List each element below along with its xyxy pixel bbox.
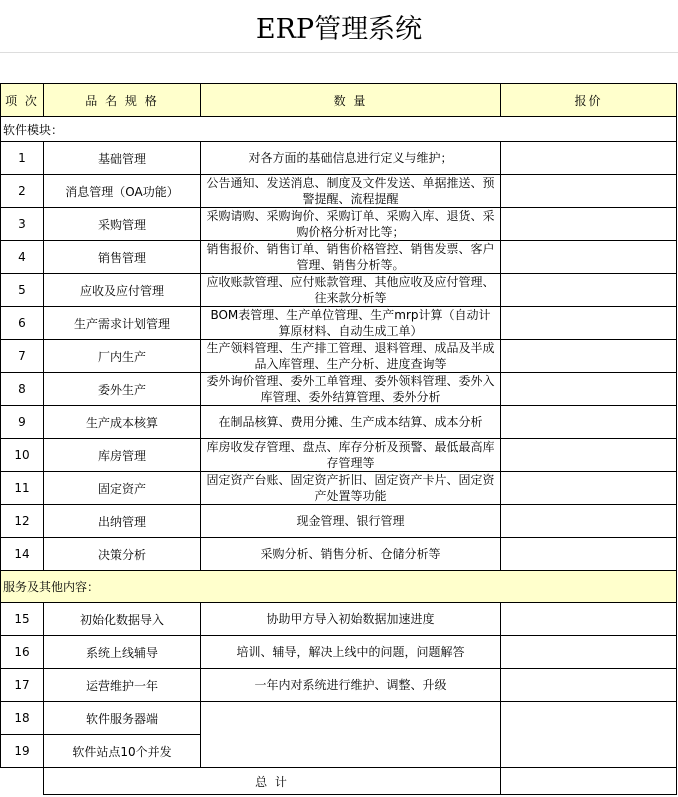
- row-description: 采购请购、采购询价、采购订单、采购入库、退货、采购价格分析对比等；: [201, 208, 501, 241]
- table-row: [1, 439, 677, 472]
- row-name: 基础管理: [44, 142, 201, 175]
- row-name: 采购管理: [44, 208, 201, 241]
- total-label: 总 计: [44, 768, 501, 795]
- row-description: 销售报价、销售订单、销售价格管控、销售发票、客户管理、销售分析等。: [201, 241, 501, 274]
- header-price: 报价: [501, 84, 677, 117]
- table-row: [1, 538, 677, 571]
- row-price: [501, 439, 677, 472]
- header-qty: 数 量: [201, 84, 501, 117]
- row-description: 委外询价管理、委外工单管理、委外领料管理、委外入库管理、委外结算管理、委外分析: [201, 373, 501, 406]
- table-row: [1, 669, 677, 702]
- row-number: 1: [1, 142, 44, 175]
- quote-table: [0, 83, 677, 795]
- row-name: 固定资产: [44, 472, 201, 505]
- row-description: 应收账款管理、应付账款管理、其他应收及应付管理、往来款分析等: [201, 274, 501, 307]
- row-number: 15: [1, 603, 44, 636]
- table-row: [1, 241, 677, 274]
- table-row: [1, 505, 677, 538]
- table-row: [1, 636, 677, 669]
- row-name: 生产成本核算: [44, 406, 201, 439]
- row-price: [501, 340, 677, 373]
- row-description: 培训、辅导，解决上线中的问题，问题解答: [201, 636, 501, 669]
- row-description: 一年内对系统进行维护、调整、升级: [201, 669, 501, 702]
- row-number: 3: [1, 208, 44, 241]
- row-price: [501, 669, 677, 702]
- section-software: [1, 117, 677, 142]
- row-price: [501, 636, 677, 669]
- row-price: [501, 505, 677, 538]
- row-description: 固定资产台账、固定资产折旧、固定资产卡片、固定资产处置等功能: [201, 472, 501, 505]
- table-row: [1, 175, 677, 208]
- row-description: 现金管理、银行管理: [201, 505, 501, 538]
- row-price: [501, 702, 677, 768]
- row-description: 生产领料管理、生产排工管理、退料管理、成品及半成品入库管理、生产分析、进度查询等: [201, 340, 501, 373]
- row-name: 销售管理: [44, 241, 201, 274]
- table-row: [1, 603, 677, 636]
- section-label: 软件模块：: [1, 117, 677, 142]
- row-number: 12: [1, 505, 44, 538]
- row-description: BOM表管理、生产单位管理、生产mrp计算（自动计算原材料、自动生成工单）: [201, 307, 501, 340]
- table-row: [1, 373, 677, 406]
- row-name: 软件服务器端: [44, 702, 201, 735]
- row-name: 生产需求计划管理: [44, 307, 201, 340]
- row-number: 17: [1, 669, 44, 702]
- row-description: [201, 702, 501, 768]
- row-number: 18: [1, 702, 44, 735]
- table-row: [1, 472, 677, 505]
- table-row: [1, 274, 677, 307]
- table-row: [1, 307, 677, 340]
- row-description: 协助甲方导入初始数据加速进度: [201, 603, 501, 636]
- row-name: 应收及应付管理: [44, 274, 201, 307]
- row-name: 厂内生产: [44, 340, 201, 373]
- row-number: 11: [1, 472, 44, 505]
- row-price: [501, 307, 677, 340]
- row-name: 决策分析: [44, 538, 201, 571]
- row-price: [501, 373, 677, 406]
- blank-row: [0, 52, 678, 83]
- row-price: [501, 472, 677, 505]
- row-number: 7: [1, 340, 44, 373]
- table-header: [1, 84, 677, 117]
- row-price: [501, 406, 677, 439]
- row-description: 采购分析、销售分析、仓储分析等: [201, 538, 501, 571]
- row-number: 2: [1, 175, 44, 208]
- section-label: 服务及其他内容：: [1, 571, 677, 603]
- total-price: [501, 768, 677, 795]
- row-number: 19: [1, 735, 44, 768]
- row-description: 公告通知、发送消息、制度及文件发送、单据推送、预警提醒、流程提醒: [201, 175, 501, 208]
- row-name: 运营维护一年: [44, 669, 201, 702]
- row-number: 6: [1, 307, 44, 340]
- page-title: ERP管理系统: [255, 13, 423, 45]
- row-number: 8: [1, 373, 44, 406]
- row-description: 在制品核算、费用分摊、生产成本结算、成本分析: [201, 406, 501, 439]
- table-row: [1, 208, 677, 241]
- table-row: [1, 702, 677, 735]
- total-row: [1, 768, 677, 795]
- row-number: 4: [1, 241, 44, 274]
- row-price: [501, 208, 677, 241]
- row-name: 系统上线辅导: [44, 636, 201, 669]
- row-price: [501, 538, 677, 571]
- row-number: 14: [1, 538, 44, 571]
- row-name: 消息管理（OA功能）: [44, 175, 201, 208]
- header-no: 项 次: [1, 84, 44, 117]
- row-name: 库房管理: [44, 439, 201, 472]
- row-name: 出纳管理: [44, 505, 201, 538]
- section-services: [1, 571, 677, 603]
- table-row: [1, 340, 677, 373]
- row-price: [501, 274, 677, 307]
- table-row: [1, 142, 677, 175]
- row-number: 10: [1, 439, 44, 472]
- row-name: 软件站点10个并发: [44, 735, 201, 768]
- header-name: 品 名 规 格: [44, 84, 201, 117]
- row-number: 9: [1, 406, 44, 439]
- row-price: [501, 175, 677, 208]
- row-price: [501, 142, 677, 175]
- row-price: [501, 603, 677, 636]
- row-number: 5: [1, 274, 44, 307]
- row-price: [501, 241, 677, 274]
- table-row: [1, 406, 677, 439]
- row-name: 初始化数据导入: [44, 603, 201, 636]
- row-description: 对各方面的基础信息进行定义与维护；: [201, 142, 501, 175]
- row-name: 委外生产: [44, 373, 201, 406]
- row-number: 16: [1, 636, 44, 669]
- total-blank: [1, 768, 44, 795]
- row-description: 库房收发存管理、盘点、库存分析及预警、最低最高库存管理等: [201, 439, 501, 472]
